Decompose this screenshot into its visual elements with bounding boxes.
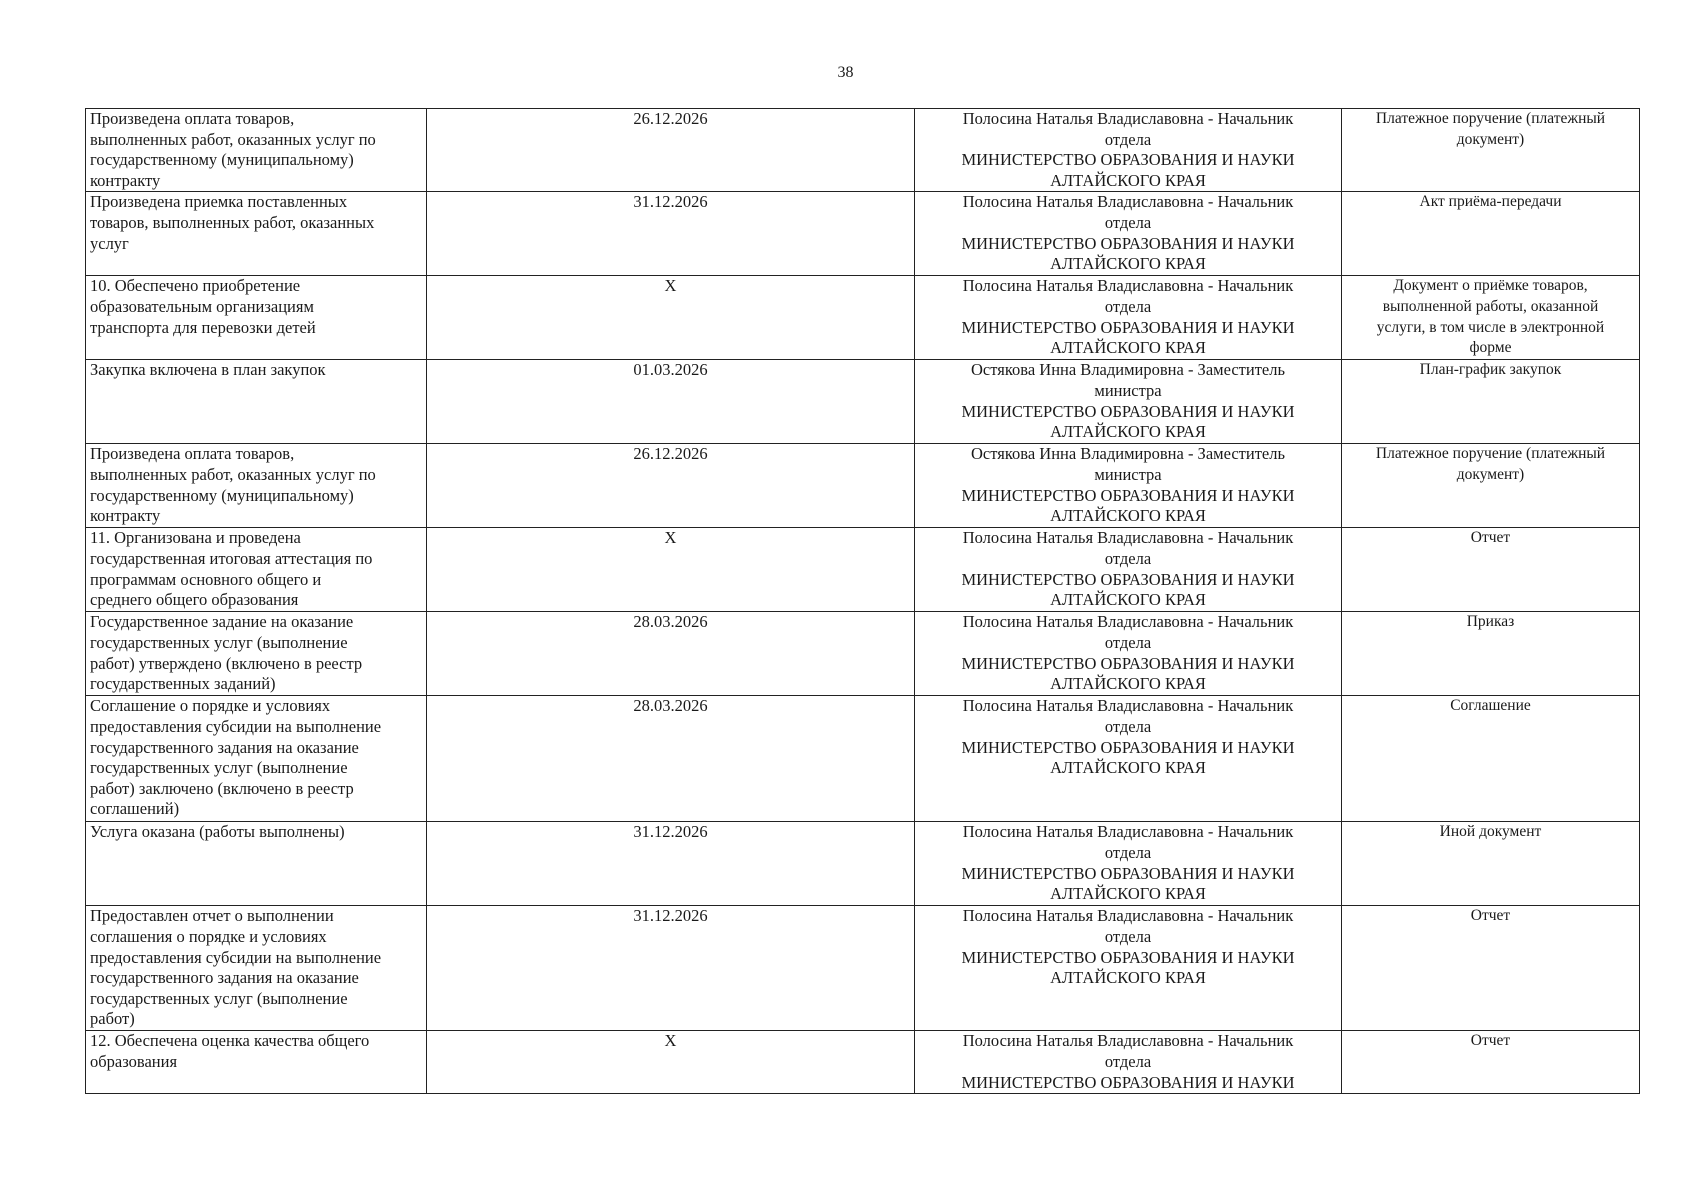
document-cell (1342, 822, 1640, 906)
responsible-line: Полосина Наталья Владиславовна - Начальник (962, 612, 1294, 632)
event-line: образовательным организациям (90, 296, 314, 316)
document-line: Приказ (1466, 613, 1515, 631)
date-value: 26.12.2026 (633, 444, 708, 464)
date-value: 31.12.2026 (633, 192, 708, 212)
document-cell (1342, 528, 1640, 612)
event-line: государственного задания на оказание (90, 737, 359, 757)
event-cell (86, 822, 427, 906)
table-row (86, 1031, 1640, 1094)
event-line: предоставления субсидии на выполнение (90, 716, 382, 736)
responsible-line: МИНИСТЕРСТВО ОБРАЗОВАНИЯ И НАУКИ (961, 485, 1295, 505)
responsible-line: АЛТАЙСКОГО КРАЯ (1050, 338, 1206, 358)
date-value: 28.03.2026 (633, 612, 708, 632)
date-cell (427, 906, 915, 1031)
responsible-line: отдела (1104, 842, 1152, 862)
event-cell (86, 1031, 427, 1094)
date-value: 01.03.2026 (633, 360, 708, 380)
document-line: Отчет (1470, 529, 1511, 547)
responsible-line: АЛТАЙСКОГО КРАЯ (1050, 968, 1206, 988)
event-cell (86, 109, 427, 192)
document-cell (1342, 444, 1640, 528)
event-line: государственная итоговая аттестация по (90, 548, 373, 568)
event-line: государственного задания на оказание (90, 968, 359, 988)
event-cell (86, 276, 427, 360)
event-line: государственному (муниципальному) (90, 150, 354, 170)
event-line: работ) утверждено (включено в реестр (90, 653, 363, 673)
event-line: контракту (90, 506, 161, 526)
responsible-line: отдела (1104, 716, 1152, 736)
event-cell (86, 696, 427, 822)
responsible-line: отдела (1104, 632, 1152, 652)
event-line: государственных услуг (выполнение (90, 632, 348, 652)
table-row (86, 444, 1640, 528)
table-row (86, 192, 1640, 276)
responsible-line: Полосина Наталья Владиславовна - Начальник (962, 192, 1294, 212)
responsible-line: Полосина Наталья Владиславовна - Начальник (962, 906, 1294, 926)
event-cell (86, 612, 427, 696)
event-line: Произведена оплата товаров, (90, 444, 295, 464)
event-line: 10. Обеспечено приобретение (90, 276, 301, 296)
date-value: 31.12.2026 (633, 906, 708, 926)
event-line: среднего общего образования (90, 590, 299, 610)
event-cell (86, 528, 427, 612)
event-line: контракту (90, 170, 161, 190)
document-line: Платежное поручение (платежный (1375, 110, 1606, 127)
document-line: Соглашение (1450, 697, 1531, 715)
responsible-line: Полосина Наталья Владиславовна - Начальник (962, 1031, 1294, 1051)
event-line: Услуга оказана (работы выполнены) (90, 822, 345, 842)
responsible-line: отдела (1104, 1051, 1152, 1071)
responsible-line: Полосина Наталья Владиславовна - Начальник (962, 696, 1294, 716)
responsible-line: МИНИСТЕРСТВО ОБРАЗОВАНИЯ И НАУКИ (961, 1072, 1295, 1092)
event-line: Произведена приемка поставленных (90, 192, 348, 212)
document-line: Отчет (1470, 1032, 1511, 1050)
document-line: услуги, в том числе в электронной (1376, 318, 1605, 336)
responsible-line: Остякова Инна Владимировна - Заместитель (971, 444, 1285, 464)
event-line: услуг (90, 233, 129, 253)
responsible-line: Полосина Наталья Владиславовна - Начальник (962, 276, 1294, 296)
document-cell (1342, 109, 1640, 192)
event-line: транспорта для перевозки детей (90, 317, 316, 337)
table-row (86, 696, 1640, 822)
date-cell (427, 276, 915, 360)
table-row (86, 109, 1640, 192)
event-line: Государственное задание на оказание (90, 612, 354, 632)
date-cell (427, 109, 915, 192)
responsible-line: АЛТАЙСКОГО КРАЯ (1050, 590, 1206, 610)
table-row (86, 276, 1640, 360)
responsible-line: АЛТАЙСКОГО КРАЯ (1050, 758, 1206, 778)
responsible-cell (915, 444, 1342, 528)
date-cell (427, 528, 915, 612)
event-line: государственных заданий) (90, 674, 276, 694)
responsible-line: министра (1094, 464, 1162, 484)
event-line: выполненных работ, оказанных услуг по (90, 464, 376, 484)
date-value: X (664, 276, 677, 296)
date-cell (427, 360, 915, 444)
document-cell (1342, 360, 1640, 444)
responsible-line: МИНИСТЕРСТВО ОБРАЗОВАНИЯ И НАУКИ (961, 737, 1295, 757)
responsible-line: АЛТАЙСКОГО КРАЯ (1050, 674, 1206, 694)
responsible-cell (915, 109, 1342, 192)
date-value: X (664, 1031, 677, 1051)
responsible-line: МИНИСТЕРСТВО ОБРАЗОВАНИЯ И НАУКИ (961, 150, 1295, 170)
date-cell (427, 1031, 915, 1094)
date-value: 26.12.2026 (633, 109, 708, 128)
responsible-line: АЛТАЙСКОГО КРАЯ (1050, 254, 1206, 274)
event-line: образования (90, 1051, 178, 1071)
event-cell (86, 444, 427, 528)
document-line: документ) (1456, 465, 1525, 483)
table-row (86, 906, 1640, 1031)
event-line: работ) заключено (включено в реестр (90, 778, 354, 798)
date-cell (427, 612, 915, 696)
document-line: форме (1469, 339, 1512, 357)
table-row (86, 360, 1640, 444)
event-line: Произведена оплата товаров, (90, 109, 295, 128)
page-number: 38 (837, 64, 854, 81)
responsible-line: МИНИСТЕРСТВО ОБРАЗОВАНИЯ И НАУКИ (961, 569, 1295, 589)
date-cell (427, 444, 915, 528)
responsible-line: АЛТАЙСКОГО КРАЯ (1050, 884, 1206, 904)
responsible-line: АЛТАЙСКОГО КРАЯ (1050, 170, 1206, 190)
document-cell (1342, 696, 1640, 822)
responsible-cell (915, 1031, 1342, 1094)
date-cell (427, 696, 915, 822)
responsible-line: МИНИСТЕРСТВО ОБРАЗОВАНИЯ И НАУКИ (961, 233, 1295, 253)
control-points-table (85, 108, 1640, 1094)
responsible-line: МИНИСТЕРСТВО ОБРАЗОВАНИЯ И НАУКИ (961, 863, 1295, 883)
event-line: Соглашение о порядке и условиях (90, 696, 331, 716)
responsible-line: отдела (1104, 212, 1152, 232)
event-cell (86, 360, 427, 444)
table-row (86, 528, 1640, 612)
responsible-line: АЛТАЙСКОГО КРАЯ (1050, 506, 1206, 526)
document-cell (1342, 1031, 1640, 1094)
responsible-line: отдела (1104, 296, 1152, 316)
responsible-line: отдела (1104, 926, 1152, 946)
responsible-line: МИНИСТЕРСТВО ОБРАЗОВАНИЯ И НАУКИ (961, 317, 1295, 337)
responsible-line: Остякова Инна Владимировна - Заместитель (971, 360, 1285, 380)
responsible-cell (915, 822, 1342, 906)
document-cell (1342, 192, 1640, 276)
responsible-line: Полосина Наталья Владиславовна - Начальник (962, 109, 1294, 128)
event-line: работ) (90, 1009, 135, 1029)
event-line: товаров, выполненных работ, оказанных (90, 212, 375, 232)
document-line: Платежное поручение (платежный (1375, 445, 1606, 463)
responsible-line: МИНИСТЕРСТВО ОБРАЗОВАНИЯ И НАУКИ (961, 947, 1295, 967)
date-cell (427, 822, 915, 906)
event-line: соглашений) (90, 799, 180, 819)
responsible-cell (915, 192, 1342, 276)
responsible-line: Полосина Наталья Владиславовна - Начальник (962, 822, 1294, 842)
event-line: 11. Организована и проведена (90, 528, 301, 548)
document-line: Документ о приёмке товаров, (1393, 277, 1588, 295)
document-line: документ) (1456, 130, 1525, 148)
event-line: государственному (муниципальному) (90, 485, 354, 505)
responsible-cell (915, 528, 1342, 612)
responsible-line: министра (1094, 380, 1162, 400)
responsible-line: АЛТАЙСКОГО КРАЯ (1050, 422, 1206, 442)
event-line: выполненных работ, оказанных услуг по (90, 129, 376, 149)
event-line: Закупка включена в план закупок (90, 360, 326, 380)
table-row (86, 822, 1640, 906)
responsible-cell (915, 906, 1342, 1031)
document-line: выполненной работы, оказанной (1382, 297, 1599, 315)
responsible-line: Полосина Наталья Владиславовна - Начальник (962, 528, 1294, 548)
responsible-line: отдела (1104, 548, 1152, 568)
event-line: соглашения о порядке и условиях (90, 926, 327, 946)
responsible-cell (915, 276, 1342, 360)
event-line: государственных услуг (выполнение (90, 988, 348, 1008)
document-line: Иной документ (1439, 823, 1542, 841)
date-value: X (664, 528, 677, 548)
responsible-line: МИНИСТЕРСТВО ОБРАЗОВАНИЯ И НАУКИ (961, 653, 1295, 673)
document-cell (1342, 612, 1640, 696)
document-line: Акт приёма-передачи (1419, 193, 1562, 211)
date-cell (427, 192, 915, 276)
event-line: 12. Обеспечена оценка качества общего (90, 1031, 370, 1051)
responsible-cell (915, 612, 1342, 696)
event-line: Предоставлен отчет о выполнении (90, 906, 334, 926)
responsible-cell (915, 696, 1342, 822)
event-line: программам основного общего и (90, 569, 322, 589)
document-cell (1342, 276, 1640, 360)
table-row (86, 612, 1640, 696)
date-value: 31.12.2026 (633, 822, 708, 842)
responsible-cell (915, 360, 1342, 444)
document-line: План-график закупок (1419, 361, 1562, 379)
document-cell (1342, 906, 1640, 1031)
responsible-line: отдела (1104, 129, 1152, 149)
responsible-line: МИНИСТЕРСТВО ОБРАЗОВАНИЯ И НАУКИ (961, 401, 1295, 421)
event-line: предоставления субсидии на выполнение (90, 947, 382, 967)
event-cell (86, 906, 427, 1031)
document-line: Отчет (1470, 907, 1511, 925)
event-cell (86, 192, 427, 276)
table-body (86, 109, 1640, 1094)
date-value: 28.03.2026 (633, 696, 708, 716)
event-line: государственных услуг (выполнение (90, 758, 348, 778)
